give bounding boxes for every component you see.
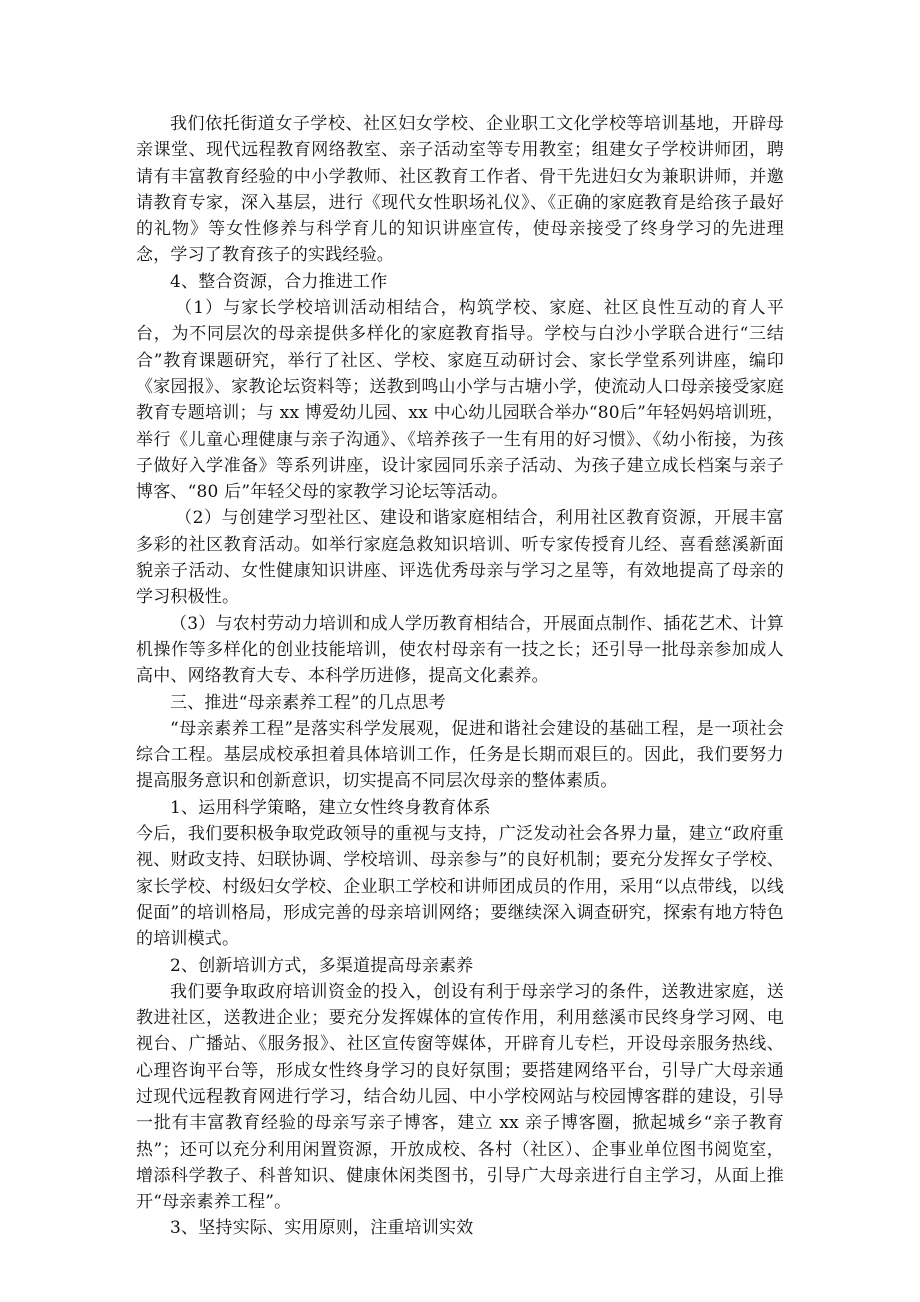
heading-innovate-training: 2、创新培训方式，多渠道提高母亲素养 bbox=[170, 955, 474, 976]
paragraph-parent-school: （1）与家长学校培训活动相结合，构筑学校、家庭、社区良性互动的育人平台，为不同层次的母亲提供多样化的家庭教育指导。学校与白沙小学联合进行“三结合”教育课题研究，举行了社区、学校、家庭互动研讨会、家长学堂系列讲座，编印《家园报》、家教论坛资料等；送教到鸣山小学与古塘小学，使流动人口母亲接受家庭教育专题培训；与 xx 博爱幼儿园、xx 中心幼儿园联合举办“80后”年轻妈妈培训班，举行《儿童心理健康与亲子沟通》、《培养孩子一生有用的好习惯》、《幼小衔接，为孩子做好入学准备》等系列讲座，设计家园同乐亲子活动、为孩子建立成长档案与亲子博客、“80 后”年轻父母的家教学习论坛等活动。 bbox=[136, 298, 784, 503]
heading-integrate-resources: 4、整合资源，合力推进工作 bbox=[170, 271, 388, 292]
paragraph-mother-quality-project: “母亲素养工程”是落实科学发展观，促进和谐社会建设的基础工程，是一项社会综合工程。基层成校承担着具体培训工作，任务是长期而艰巨的。因此，我们要努力提高服务意识和创新意识，切实提高不同层次母亲的整体素质。 bbox=[136, 718, 784, 792]
document-body bbox=[136, 111, 784, 1242]
paragraph-rural-training: （3）与农村劳动力培训和成人学历教育相结合，开展面点制作、插花艺术、计算机操作等多样化的创业技能培训，使农村母亲有一技之长；还引导一批母亲参加成人高中、网络教育大专、本科学历进修，提高文化素养。 bbox=[136, 613, 784, 687]
heading-scientific-strategy: 1、运用科学策略，建立女性终身教育体系 bbox=[170, 797, 491, 818]
paragraph-future-plans: 今后，我们要积极争取党政领导的重视与支持，广泛发动社会各界力量，建立“政府重视、财政支持、妇联协调、学校培训、母亲参与”的良好机制；要充分发挥女子学校、家长学校、村级妇女学校、企业职工学校和讲师团成员的作用，采用“以点带线，以线促面”的培训格局，形成完善的母亲培训网络；要继续深入调查研究，探索有地方特色的培训模式。 bbox=[136, 824, 784, 950]
paragraph-training-bases: 我们依托街道女子学校、社区妇女学校、企业职工文化学校等培训基地，开辟母亲课堂、现代远程教育网络教室、亲子活动室等专用教室；组建女子学校讲师团，聘请有丰富教育经验的中小学教师、社区教育工作者、骨干先进妇女为兼职讲师，并邀请教育专家，深入基层，进行《现代女性职场礼仪》、《正确的家庭教育是给孩子最好的礼物》等女性修养与科学育儿的知识讲座宣传，使母亲接受了终身学习的先进理念，学习了教育孩子的实践经验。 bbox=[136, 114, 784, 266]
heading-practical-principle: 3、坚持实际、实用原则，注重培训实效 bbox=[170, 1218, 474, 1239]
heading-section-three: 三、推进“母亲素养工程”的几点思考 bbox=[170, 692, 446, 713]
paragraph-learning-community: （2）与创建学习型社区、建设和谐家庭相结合，利用社区教育资源，开展丰富多彩的社区教育活动。如举行家庭急救知识培训、听专家传授育儿经、喜看慈溪新面貌亲子活动、女性健康知识讲座、评选优秀母亲与学习之星等，有效地提高了母亲的学习积极性。 bbox=[136, 508, 784, 608]
paragraph-training-methods: 我们要争取政府培训资金的投入，创设有利于母亲学习的条件，送教进家庭，送教进社区，送教进企业；要充分发挥媒体的宣传作用，利用慈溪市民终身学习网、电视台、广播站、《服务报》、社区宣传窗等媒体，开辟育儿专栏，开设母亲服务热线、心理咨询平台等，形成女性终身学习的良好氛围；要搭建网络平台，引导广大母亲通过现代远程教育网进行学习，结合幼儿园、中小学校网站与校园博客群的建设，引导一批有丰富教育经验的母亲写亲子博客，建立 xx 亲子博客圈，掀起城乡“亲子教育热”；还可以充分利用闲置资源，开放成校、各村（社区）、企事业单位图书阅览室，增添科学教子、科普知识、健康休闲类图书，引导广大母亲进行自主学习，从面上推开“母亲素养工程”。 bbox=[136, 981, 784, 1213]
